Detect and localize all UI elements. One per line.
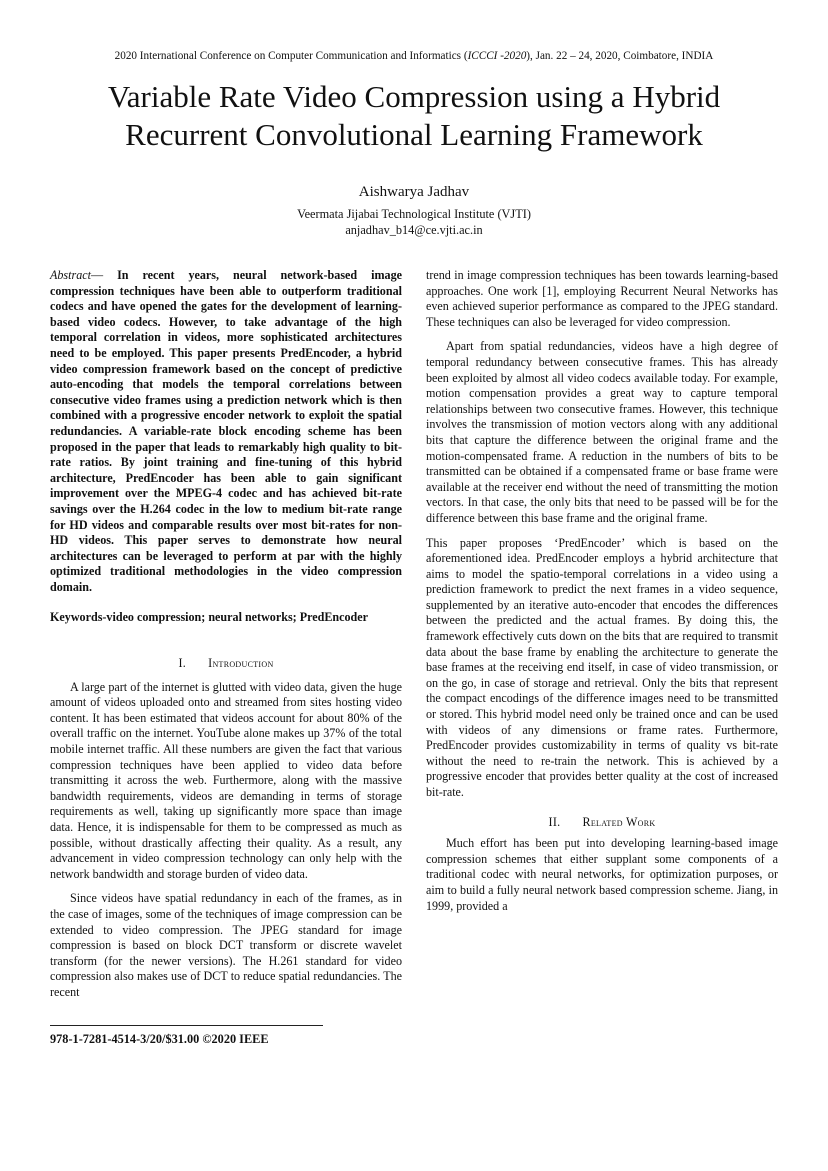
intro-paragraph-5: This paper proposes ‘PredEncoder’ which is based on the aforementioned idea. PredEncoder employs a hybrid architecture that aims to model the spatio-temporal correlations in a video using a prediction framework to predict the next frames in a video sequence, supplemented by an iterative auto-encoder that encodes the differences between the predicted and the actual frames. By doing this, the framework effectively cuts down on the bits that are required to transmit data about the base frame by enabling the architecture to generate the base frames at the receiving end itself, in case of video transmission, or on the go, in case of storage and retrieval. Only the bits that represent the compact encodings of the difference images need to be transmitted or stored. This hybrid model need only be trained once and can be used with videos of any dimensions or frame rates. Furthermore, PredEncoder provides customizability in terms of quality vs bit-rate without the need to re-train the network. This is achieved by a progressive encoder that provides better quality at the cost of increased bit-rate. xyxy=(426,535,778,799)
paper-title xyxy=(40,78,788,154)
section-heading-related-work xyxy=(426,815,778,831)
intro-paragraph-2: Since videos have spatial redundancy in each of the frames, as in the case of images, some of the techniques of image compression can be extended to video compression. The JPEG standard for image compression is based on block DCT transform or discrete wavelet transform (for the newer versions). The H.261 standard for video compression also makes use of DCT to reduce spatial redundancies. The recent xyxy=(50,891,402,999)
author-email: anjadhav_b14@ce.vjti.ac.in xyxy=(345,223,483,237)
intro-paragraph-4: Apart from spatial redundancies, videos have a high degree of temporal redundancy between consecutive frames. This has already been exploited by almost all video codecs available today. For example, motion compensation provides a great way to capture temporal relationships between two consecutive frames. However, this technique involves the transmission of motion vectors along with any additional bits that capture the difference between the original frame and the motion-compensated frame. A reduction in the numbers of bits to be transmitted can be obtained if a compensated frame or base frame were available at the receiver end without the need of transmitting the motion vectors. In that case, the only bits that need to be passed will be for the difference between this base frame and the original frame. xyxy=(426,339,778,525)
author-name: Aishwarya Jadhav xyxy=(358,184,470,200)
paper-title-line-2: Recurrent Convolutional Learning Framework xyxy=(125,117,703,152)
abstract-lead: Abstract xyxy=(50,268,91,282)
conference-suffix: ), Jan. 22 – 24, 2020, Coimbatore, INDIA xyxy=(526,50,714,62)
right-column xyxy=(426,268,778,914)
section-heading-introduction xyxy=(50,656,402,672)
author-affiliation xyxy=(0,206,828,238)
footer-rule xyxy=(50,1025,323,1026)
footer-copyright: 978-1-7281-4514-3/20/$31.00 ©2020 IEEE xyxy=(50,1032,269,1046)
conference-prefix: 2020 International Conference on Computer Communication and Informatics ( xyxy=(114,50,468,62)
keywords: Keywords-video compression; neural networks; PredEncoder xyxy=(50,610,368,625)
section-title: Related Work xyxy=(582,814,656,829)
author-institution: Veermata Jijabai Technological Institute (VJTI) xyxy=(297,207,531,221)
paper-title-line-1: Variable Rate Video Compression using a Hybrid xyxy=(107,79,721,114)
related-paragraph-1: Much effort has been put into developing learning-based image compression schemes that either supplant some components of a traditional codec with neural networks, for optimization purposes, or aim to build a fully neural network based compression scheme. Jiang, in 1999, provided a xyxy=(426,836,778,913)
abstract-dash: — xyxy=(90,268,118,282)
abstract-text: In recent years, neural network-based image compression techniques have been able to outperform traditional codecs and have opened the gates for the development of learning-based video codecs. However, to take advantage of the high temporal correlation in videos, more sophisticated architectures need to be employed. This paper presents PredEncoder, a hybrid video compression framework based on the concept of predictive auto-encoding that models the temporal correlations between consecutive video frames using a prediction network which is then combined with a progressive encoder network to exploit the spatial redundancies. A variable-rate block encoding scheme has been proposed in the paper that leads to remarkably high quality to bit-rate ratios. By joint training and fine-tuning of this hybrid architecture, PredEncoder has been able to gain significant improvement over the MPEG-4 codec and has achieved bit-rate savings over the H.264 codec in the low to medium bit-rate range for HD videos and comparable results over most bit-rates for non-HD videos. This paper serves to demonstrate how neural architectures can be leveraged to perform at par with the highly optimized traditional methodologies in the video compression domain. xyxy=(50,268,403,594)
section-number: I. xyxy=(178,656,187,671)
conference-header xyxy=(0,50,828,62)
abstract xyxy=(50,268,402,595)
intro-paragraph-3: trend in image compression techniques has been towards learning-based approaches. One work [1], employing Recurrent Neural Networks has even achieved superior performance as compared to the JPEG standard. These techniques can also be leveraged for video compression. xyxy=(426,268,778,329)
conference-abbrev: ICCCI -2020 xyxy=(467,50,527,62)
intro-paragraph-1: A large part of the internet is glutted with video data, given the huge amount of videos uploaded onto and streamed from sites hosting video content. It has been estimated that videos account for about 80% of the overall traffic on the internet. YouTube alone makes up 37% of the total mobile internet traffic. All these numbers are given the fact that various compression techniques have been applied to video data before transmitting it across the web. Furthermore, along with the massive bandwidth requirements, videos are demanding in terms of storage requirements as well, taking up significantly more space than image data. Hence, it is indispensable for them to be compressed as much as possible, without drastically affecting their quality. As a result, any advancement in video compression technology can only help with the network bandwidth and storage burden of video data. xyxy=(50,679,402,881)
section-title: Introduction xyxy=(208,656,274,671)
left-column xyxy=(50,268,402,1001)
section-number: II. xyxy=(548,814,561,829)
